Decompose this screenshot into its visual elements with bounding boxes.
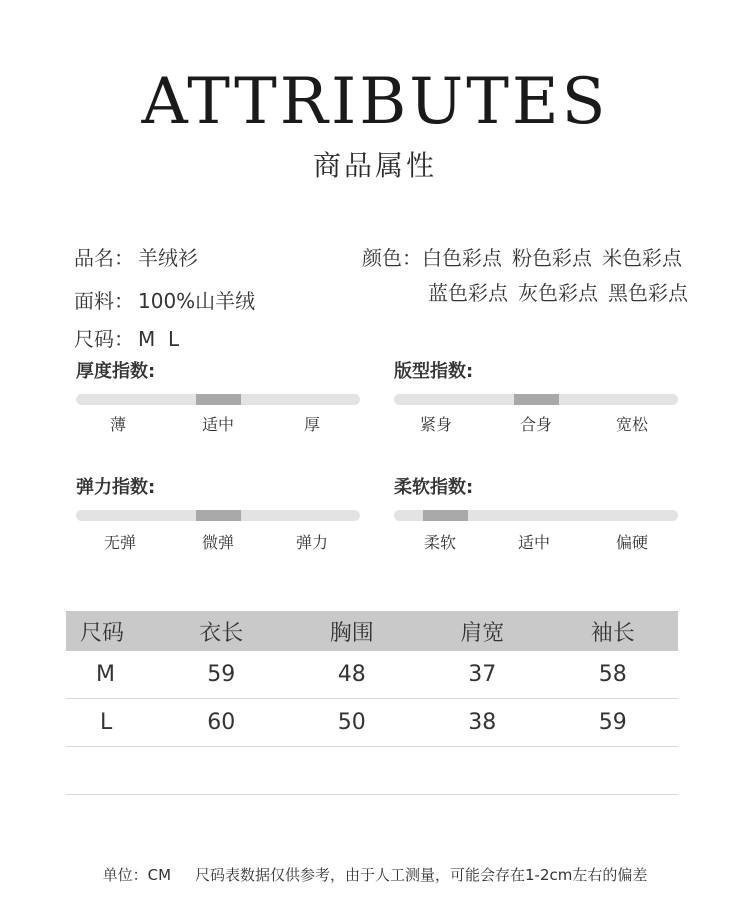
meter-title: 版型指数:	[394, 361, 474, 382]
table-cell: L	[66, 699, 156, 747]
table-cell: 60	[156, 699, 287, 747]
color-option: 灰色彩点	[518, 281, 598, 305]
footnote-unit: 单位：CM	[102, 866, 172, 884]
meter-track	[394, 394, 678, 405]
page-subtitle: 商品属性	[312, 149, 437, 182]
meter-label: 弹力	[295, 533, 328, 552]
table-header: 肩宽	[417, 611, 548, 651]
color-row	[362, 244, 692, 272]
fabric-row	[74, 287, 255, 315]
table-cell-empty	[66, 747, 678, 795]
meter-label: 合身	[519, 415, 552, 434]
product-name-row	[74, 244, 198, 272]
meter-label: 偏硬	[615, 533, 648, 552]
meter-title: 柔软指数:	[394, 477, 474, 498]
color-option: 粉色彩点	[512, 246, 592, 270]
meter-labels	[76, 413, 360, 437]
size-table	[66, 611, 678, 795]
meter-label: 适中	[201, 415, 234, 434]
table-row-empty	[66, 747, 678, 795]
meter-label: 薄	[109, 415, 126, 434]
meter-labels	[394, 531, 678, 555]
thickness-meter	[76, 360, 360, 434]
meter-label: 紧身	[419, 415, 452, 434]
table-cell: 58	[548, 651, 679, 699]
fabric-label: 面料：	[74, 289, 134, 313]
table-header: 袖长	[548, 611, 679, 651]
fit-meter	[394, 360, 678, 434]
meter-labels	[394, 413, 678, 437]
product-name-value: 羊绒衫	[138, 246, 198, 270]
color-option: 白色彩点	[422, 246, 502, 270]
color-option: 米色彩点	[602, 246, 682, 270]
table-cell: 59	[548, 699, 679, 747]
elasticity-meter	[76, 476, 360, 552]
meter-label: 厚	[303, 415, 320, 434]
table-row	[66, 651, 678, 699]
meter-label: 适中	[517, 533, 550, 552]
meter-label: 柔软	[423, 533, 456, 552]
table-header: 尺码	[66, 611, 156, 651]
meter-marker	[196, 510, 241, 521]
color-option: 黑色彩点	[608, 281, 688, 305]
footnote	[0, 864, 750, 886]
meter-label: 无弹	[103, 533, 136, 552]
meter-track	[394, 510, 678, 521]
softness-meter	[394, 476, 678, 552]
table-header: 衣长	[156, 611, 287, 651]
meter-track	[76, 394, 360, 405]
meter-marker	[514, 394, 559, 405]
table-cell: 38	[417, 699, 548, 747]
color-option: 蓝色彩点	[428, 281, 508, 305]
size-row	[74, 325, 179, 353]
meter-title: 厚度指数:	[76, 361, 156, 382]
table-row	[66, 699, 678, 747]
page-title: ATTRIBUTES	[141, 65, 609, 139]
meter-label: 宽松	[615, 415, 648, 434]
product-name-label: 品名：	[74, 246, 134, 270]
meter-marker	[196, 394, 241, 405]
meter-labels	[76, 531, 360, 555]
table-header: 胸围	[287, 611, 418, 651]
table-cell: 59	[156, 651, 287, 699]
size-value: M L	[138, 327, 180, 351]
color-row-2	[428, 279, 698, 307]
size-label: 尺码：	[74, 327, 134, 351]
fabric-value: 100%山羊绒	[138, 289, 256, 313]
table-cell: 37	[417, 651, 548, 699]
meter-track	[76, 510, 360, 521]
table-cell: 50	[287, 699, 418, 747]
table-header-row	[66, 611, 678, 651]
meter-label: 微弹	[201, 533, 234, 552]
color-label: 颜色：	[362, 246, 422, 270]
meter-marker	[423, 510, 468, 521]
meter-title: 弹力指数:	[76, 477, 156, 498]
table-cell: M	[66, 651, 156, 699]
table-cell: 48	[287, 651, 418, 699]
footnote-note: 尺码表数据仅供参考，由于人工测量，可能会存在1-2cm左右的偏差	[195, 866, 648, 884]
